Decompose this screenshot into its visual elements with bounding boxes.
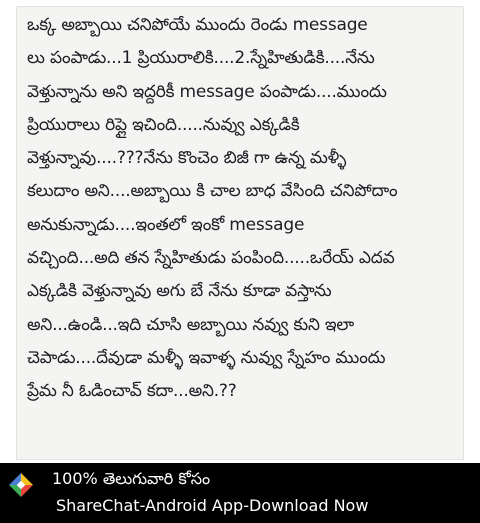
post-text-line: కలుదాం అని....అబ్బాయి కి చాల బాధ వేసింది చనిపోదాం xyxy=(27,181,398,202)
post-text-line: ప్రేమ నీ ఓడించావ్ కదా...అని.?? xyxy=(27,381,237,402)
sharechat-watermark-banner xyxy=(0,463,480,523)
post-text-line: ఎక్కడికి వెళ్తున్నావు అగు బే నేను కూడా వస్తాను xyxy=(27,281,332,302)
post-text-card xyxy=(16,6,464,460)
post-text-line: వెళ్తున్నాను అని ఇద్దరికీ message పంపాడు....ముందు xyxy=(27,81,387,102)
post-text-line: వచ్చింది...అది తన స్నేహితుడు పంపింది.....ఒరేయ్ ఎదవ xyxy=(27,248,395,269)
watermark-download-text: ShareChat-Android App-Download Now xyxy=(56,496,369,515)
post-text-line: ప్రియురాలు రిప్లై ఇచింది.....నువ్వు ఎక్కడికి xyxy=(27,114,300,135)
post-text-line: చెపాడు....దేవుడా మళ్ళీ ఇవాళ్ళ నువ్వు స్నేహం ముందు xyxy=(27,347,386,368)
post-text-line: అనుకున్నాడు....ఇంతలో ఇంకో message xyxy=(27,214,305,235)
watermark-title: 100% తెలుగువారి కోసం xyxy=(52,469,211,488)
post-text-line: ఒక్క అబ్బాయి చనిపోయే ముందు రెండు message xyxy=(27,15,368,35)
sharechat-logo-icon xyxy=(8,472,34,498)
post-text-line: వెళ్తున్నావు....???నేను కొంచెం బిజీ గా ఉన్న మళ్ళీ xyxy=(27,148,347,169)
post-text-line: అని...ఉండి...ఇది చూసి అబ్బాయి నవ్వు కుని ఇలా xyxy=(27,314,355,335)
post-text-line: లు పంపాడు...1 ప్రియురాలికి....2.స్నేహితుడికి....నేను xyxy=(27,48,375,69)
